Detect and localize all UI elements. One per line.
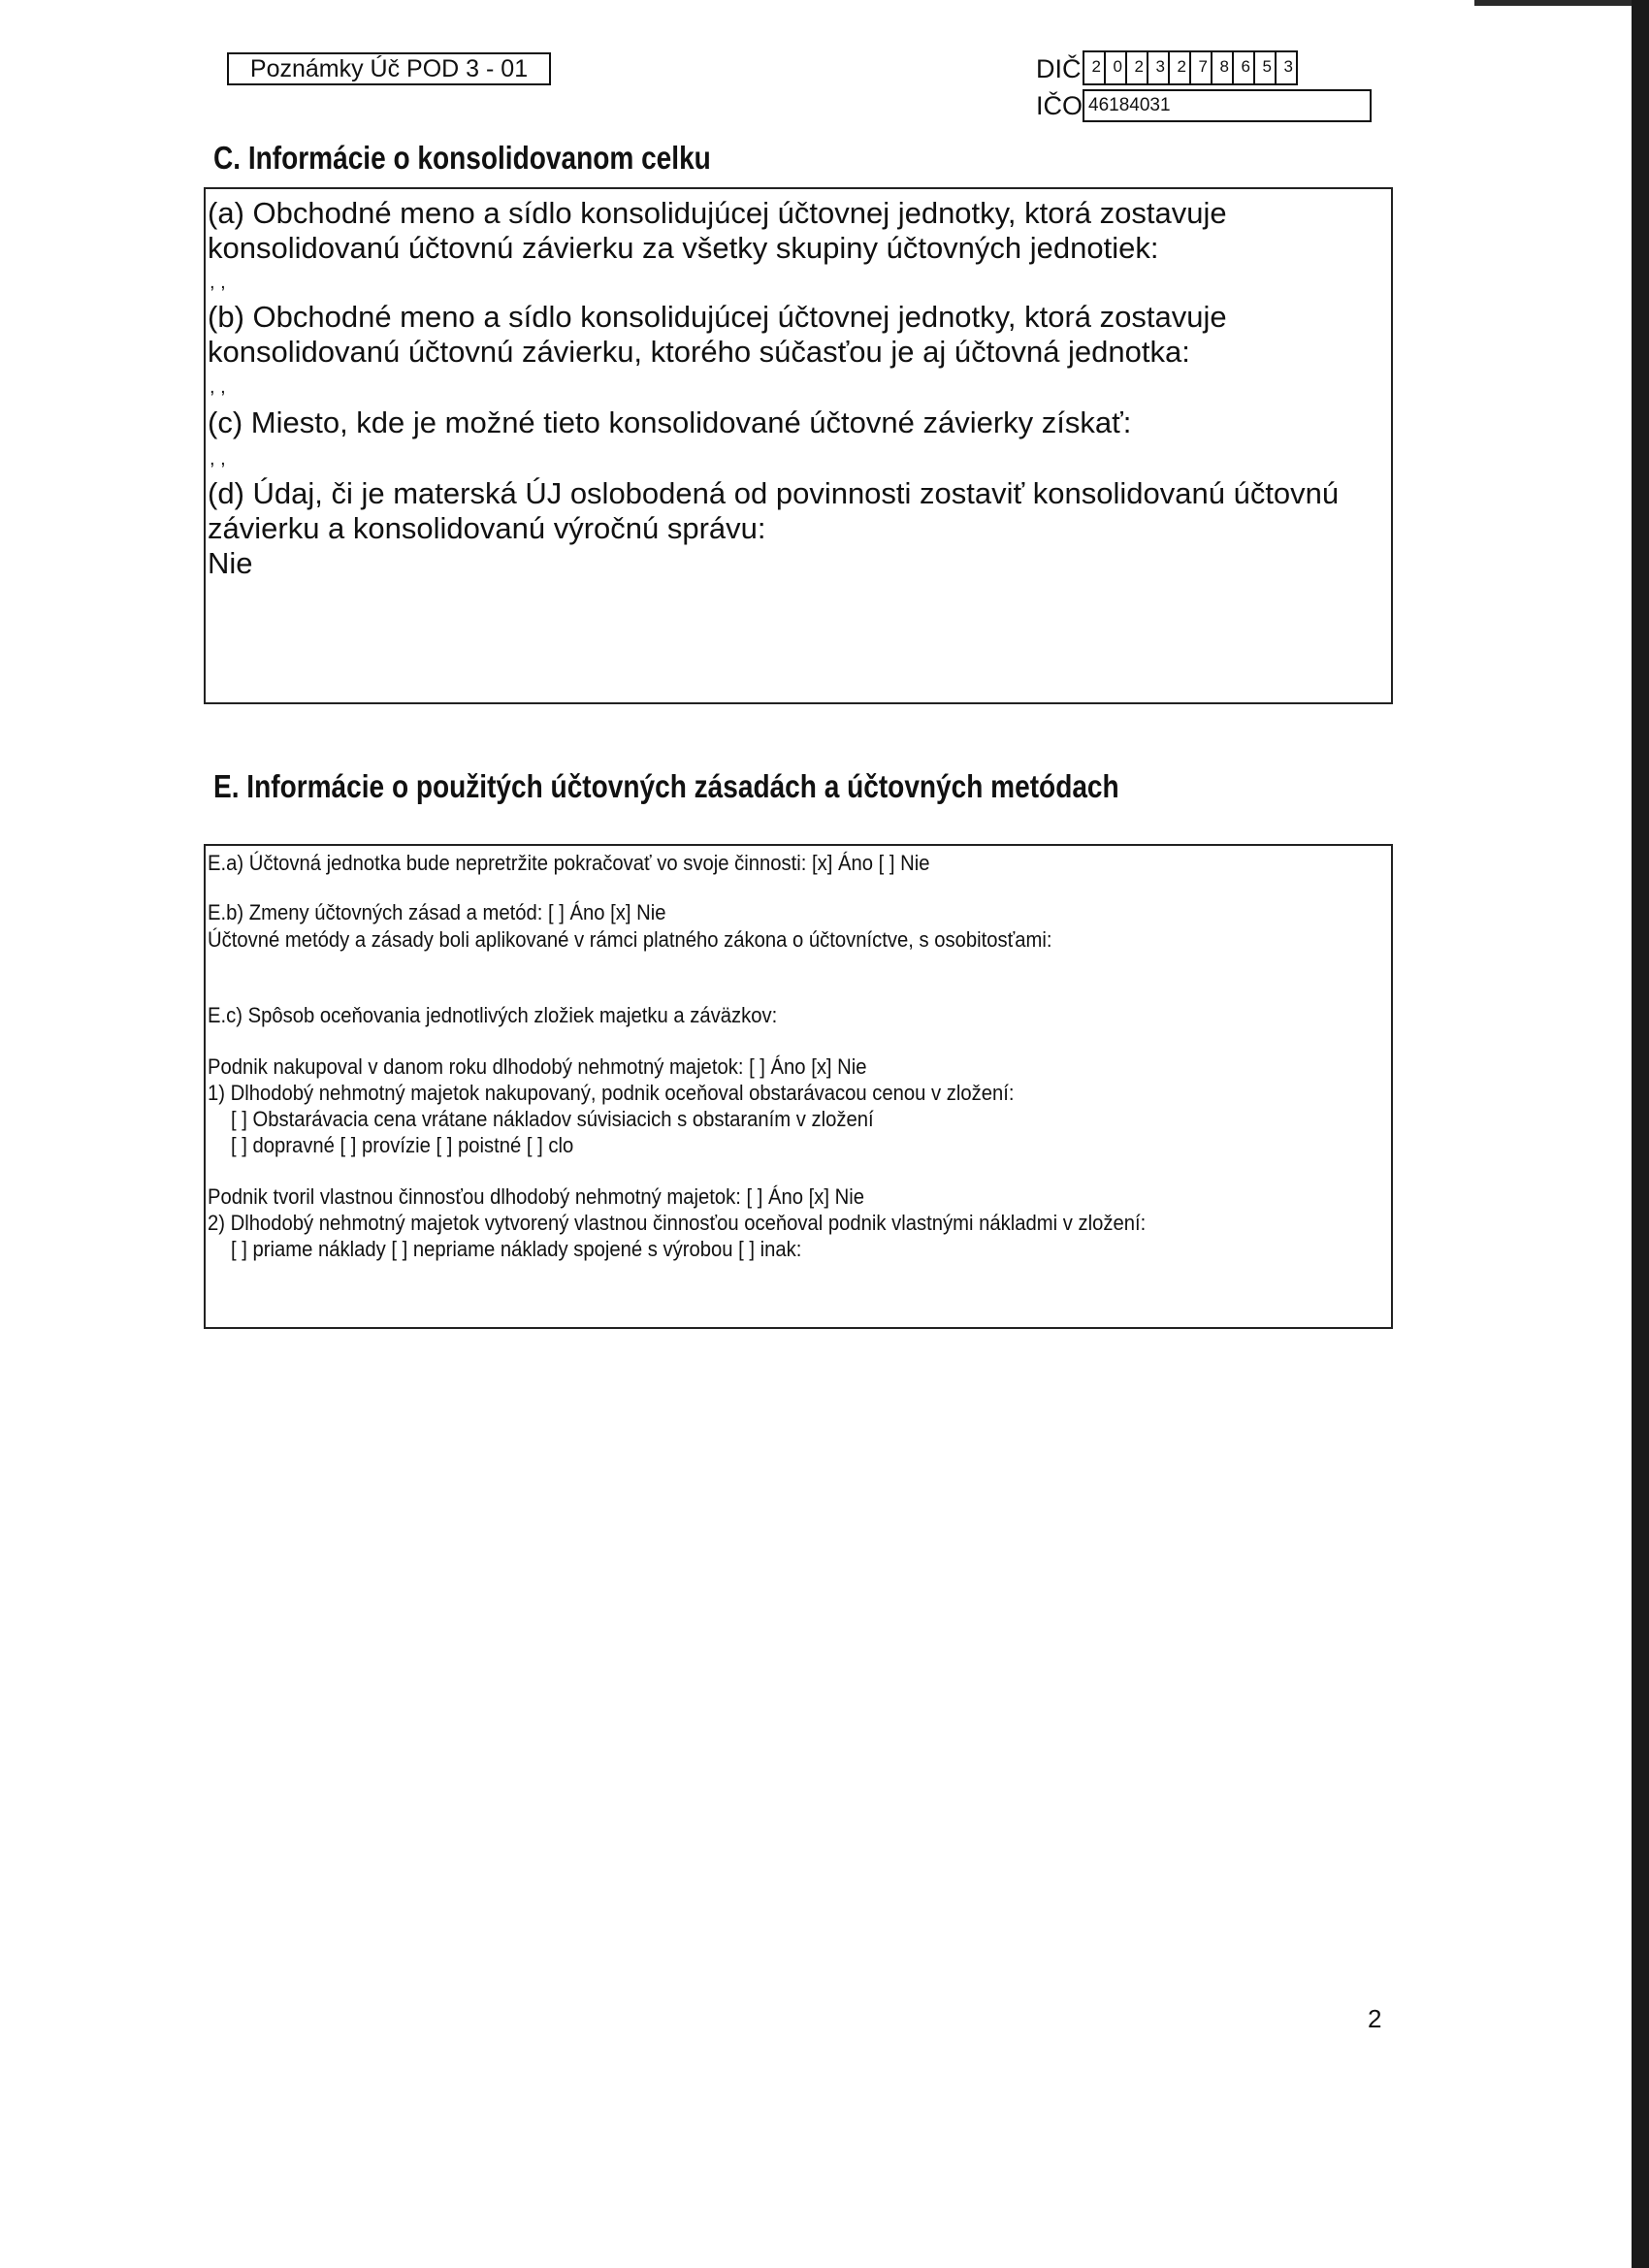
dic-digit: 2 <box>1125 50 1147 85</box>
c-c-line1: (c) Miesto, kde je možné tieto konsolidované účtovné závierky získať: <box>208 405 1132 439</box>
c-d-line2: závierku a konsolidovanú výročnú správu: <box>208 511 766 545</box>
ico-label: IČO <box>1036 91 1083 120</box>
dic-digit: 3 <box>1275 50 1298 85</box>
page-number: 2 <box>1368 2004 1382 2033</box>
e-b: E.b) Zmeny účtovných zásad a metód: [ ] Áno [x] Nie <box>208 900 666 924</box>
dic-digit: 3 <box>1147 50 1168 85</box>
c-a-line1: (a) Obchodné meno a sídlo konsolidujúcej účtovnej jednotky, ktorá zostavuje <box>208 196 1227 230</box>
dic-digit: 5 <box>1253 50 1275 85</box>
e-own-item-2a: [ ] priame náklady [ ] nepriame náklady spojené s výrobou [ ] inak: <box>231 1237 802 1261</box>
e-own-item-2: 2) Dlhodobý nehmotný majetok vytvorený vlastnou činnosťou oceňoval podnik vlastnými nákladmi v zložení: <box>208 1211 1147 1235</box>
c-d-answer: Nie <box>208 546 253 580</box>
e-b-note: Účtovné metódy a zásady boli aplikované v rámci platného zákona o účtovníctve, s osobitosťami: <box>208 927 1052 952</box>
section-c-title: C. Informácie o konsolidovanom celku <box>213 140 711 176</box>
dic-digit: 2 <box>1083 50 1104 85</box>
c-b-line1: (b) Obchodné meno a sídlo konsolidujúcej účtovnej jednotky, ktorá zostavuje <box>208 300 1227 334</box>
e-purchased-item-1a: [ ] Obstarávacia cena vrátane nákladov súvisiacich s obstaraním v zložení <box>231 1107 874 1131</box>
dic-digit: 6 <box>1232 50 1253 85</box>
dic-label: DIČ <box>1036 54 1082 83</box>
e-purchased-question: Podnik nakupoval v danom roku dlhodobý nehmotný majetok: [ ] Áno [x] Nie <box>208 1054 867 1079</box>
e-c: E.c) Spôsob oceňovania jednotlivých zložiek majetku a záväzkov: <box>208 1003 778 1027</box>
scan-edge <box>1632 0 1649 2268</box>
e-a: E.a) Účtovná jednotka bude nepretržite pokračovať vo svoje činnosti: [x] Áno [ ] Nie <box>208 851 930 875</box>
c-a-line2: konsolidovanú účtovnú závierku za všetky skupiny účtovných jednotiek: <box>208 231 1159 265</box>
scan-edge-top <box>1474 0 1632 6</box>
dic-digit: 0 <box>1104 50 1125 85</box>
e-own-question: Podnik tvoril vlastnou činnosťou dlhodobý nehmotný majetok: [ ] Áno [x] Nie <box>208 1184 865 1209</box>
form-id-box: Poznámky Úč POD 3 - 01 <box>227 52 551 85</box>
ico-value: 46184031 <box>1083 89 1372 122</box>
dic-digit: 8 <box>1211 50 1232 85</box>
e-purchased-item-1: 1) Dlhodobý nehmotný majetok nakupovaný, podnik oceňoval obstarávacou cenou v zložení: <box>208 1081 1015 1105</box>
dic-digit: 2 <box>1168 50 1189 85</box>
c-b-answer: , , <box>210 376 226 398</box>
c-a-answer: , , <box>210 272 226 293</box>
section-e-title: E. Informácie o použitých účtovných zásadách a účtovných metódach <box>213 768 1119 804</box>
c-d-line1: (d) Údaj, či je materská ÚJ oslobodená od povinnosti zostaviť konsolidovanú účtovnú <box>208 476 1340 510</box>
dic-grid <box>1083 50 1298 85</box>
e-purchased-item-1b: [ ] dopravné [ ] provízie [ ] poistné [ ] clo <box>231 1133 574 1157</box>
c-c-answer: , , <box>210 448 226 470</box>
c-b-line2: konsolidovanú účtovnú závierku, ktorého súčasťou je aj účtovná jednotka: <box>208 335 1190 369</box>
dic-digit: 7 <box>1189 50 1211 85</box>
